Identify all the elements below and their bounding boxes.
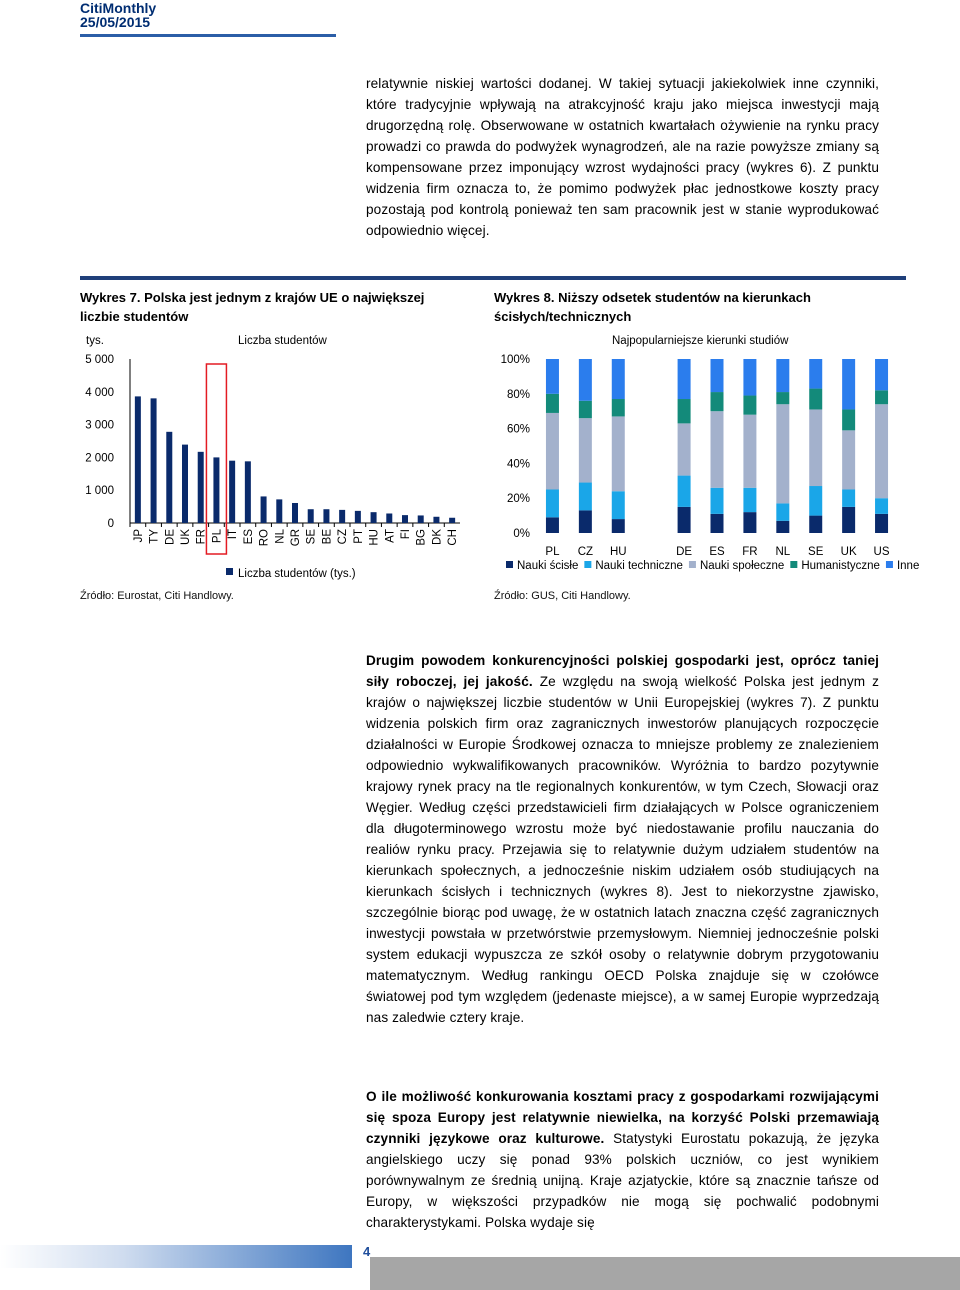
chart8-bar-segment [711, 359, 724, 392]
chart8-bar-segment [546, 490, 559, 518]
chart8-bar-segment [612, 399, 625, 416]
chart8-bar-segment [678, 359, 691, 399]
chart7-legend-label: Liczba studentów (tys.) [238, 568, 356, 580]
chart8-bar-segment [809, 409, 822, 486]
chart7-bar [151, 398, 157, 523]
chart7-bar [308, 509, 314, 523]
chart8-bar-segment [546, 413, 559, 490]
chart8-xtick-label: CZ [577, 546, 594, 558]
chart8-bar-segment [875, 404, 888, 498]
chart7-xtick-label: NL [274, 529, 287, 544]
chart7-source: Źródło: Eurostat, Citi Handlowy. [80, 590, 234, 602]
chart8-bar-segment [842, 430, 855, 489]
page-number: 4 [363, 1244, 371, 1259]
chart7-bar [418, 515, 424, 523]
chart7-ytick-label: 3 000 [85, 419, 114, 432]
chart7-legend-swatch [226, 568, 233, 575]
chart8-title: Wykres 8. Niższy odsetek studentów na kierunkach ścisłych/technicznych [494, 290, 811, 324]
chart8-xtick-label: FR [742, 546, 758, 558]
chart7-xtick-label: RO [258, 529, 271, 547]
chart8 [494, 330, 920, 590]
chart8-bar-segment [678, 476, 691, 507]
chart8-legend-swatch [886, 561, 893, 568]
chart8-bar-segment [579, 359, 592, 401]
report-title: CitiMonthly [80, 0, 157, 16]
chart7-xtick-label: PT [352, 529, 365, 544]
chart8-bar-segment [743, 359, 756, 396]
chart8-bar-segment [579, 401, 592, 418]
chart7-bar [449, 518, 455, 523]
chart8-ytick-label: 20% [506, 493, 530, 506]
chart8-legend-label: Nauki techniczne [595, 560, 683, 572]
footer-gradient-bar [0, 1245, 352, 1268]
intro-paragraph: relatywnie niskiej wartości dodanej. W takiej sytuacji jakiekolwiek inne czynniki, które tradycyjnie wpływają na atrakcyjność kraju jako miejsca inwestycji mają drugorzędną rolę. Obserwowane w ostatnich kwartałach ożywienie na rynku pracy prowadzi co prawda do podwyżek wynagrodzeń, ale na razie powyższe zmiany są kompensowane przez imponujący wzrost wydajności pracy (wykres 6). Z punktu widzenia firm oznacza to, że pomimo podwyżek płac jednostkowe koszty pracy pozostają pod kontrolą ponieważ ten sam pracownik jest w stanie wyprodukować odpowiednio więcej. [366, 76, 879, 238]
chart7-unit-label: tys. [86, 335, 104, 347]
chart8-ytick-label: 40% [506, 458, 530, 471]
chart7-bar [182, 445, 188, 523]
chart8-bar-segment [842, 409, 855, 430]
chart8-bar-segment [743, 396, 756, 415]
chart7-bar [261, 496, 267, 523]
chart8-bar-segment [546, 394, 559, 413]
chart8-bar-segment [612, 519, 625, 533]
chart8-ytick-label: 100% [500, 354, 530, 366]
body-paragraph-1-text: Ze względu na swoją wielkość Polska jest jednym z krajów o największej liczbie studentów w Unii Europejskiej (wykres 7). Z punktu widzenia polskich firm oraz zagranicznych inwestorów planujących rozpoczęcie działalności w Europie Środkowej oznacza to mniejsze problemy ze znalezieniem odpowiednio wykwalifikowanych pracowników. Wyróżnia to bardzo pozytywnie krajowy rynek pracy na tle regionalnych konkurentów, w tym Czech, Słowacji oraz Węgier. Według części przedstawicieli firm działających w Polsce ograniczeniem dla długoterminowego wzrostu może być niedostawanie profilu nauczania do realiów rynku pracy. Przejawia się to relatywnie dużym udziałem studentów na kierunkach społecznych, a jednocześnie niskim udziałem osób studiujących na kierunkach ścisłych i technicznych (wykres 8). Jest to niekorzystne zjawisko, szczególnie biorąc pod uwagę, że w ostatnich latach znaczna część zagranicznych inwestycji powstała w przetwórstwie przemysłowym. Niemniej jednocześnie polski system edukacji wypuszcza ze szkół osoby o relatywnie dobrym przygotowaniu matematycznym. Według rankingu OECD Polska znajduje się w czołówce światowej pod tym względem (jedenaste miejsce), a w samej Europie wyprzedzają nas zaledwie cztery kraje. [366, 674, 879, 1025]
chart7-bar [245, 461, 251, 523]
chart8-ytick-label: 0% [513, 528, 530, 540]
chart8-xtick-label: HU [609, 546, 627, 558]
chart8-bar-segment [743, 415, 756, 488]
chart7-bar [355, 511, 361, 523]
chart7-bar [213, 457, 219, 523]
chart7-bar [166, 432, 172, 523]
chart7-bar [323, 509, 329, 523]
chart8-inner-title: Najpopularniejsze kierunki studiów [612, 335, 789, 347]
chart8-ytick-label: 80% [506, 388, 530, 401]
chart8-bar-segment [612, 359, 625, 399]
body-paragraph-2-lead: O ile możliwość konkurowania kosztami pracy z gospodarkami rozwijającymi się spoza Europy jest relatywnie niewielka, na korzyść Polski przemawiają czynniki językowe oraz kulturowe. [366, 1089, 879, 1146]
chart7-xtick-label: CZ [337, 529, 350, 545]
chart7-xtick-label: PL [211, 529, 224, 544]
chart8-bar-segment [678, 507, 691, 533]
chart8-bar-segment [776, 359, 789, 392]
chart8-bar-segment [678, 399, 691, 423]
chart7-bar [229, 461, 235, 523]
report-date: 25/05/2015 [80, 14, 151, 30]
chart8-bar-segment [776, 404, 789, 503]
chart8-bar-segment [776, 521, 789, 533]
chart7-xtick-label: UK [180, 529, 192, 545]
chart8-bar-segment [809, 359, 822, 389]
chart7-xtick-label: HU [368, 529, 381, 546]
header-rule [80, 34, 336, 37]
chart7-ytick-label: 4 000 [85, 386, 114, 399]
chart8-bar-segment [809, 486, 822, 516]
chart8-legend-swatch [790, 561, 797, 568]
chart8-bar-segment [546, 359, 559, 394]
chart8-bar-segment [776, 392, 789, 404]
chart8-bar-segment [743, 512, 756, 533]
chart8-bar-segment [875, 390, 888, 404]
chart7-xtick-label: DK [431, 529, 444, 545]
chart7-xtick-label: ES [242, 529, 255, 545]
chart8-bar-segment [711, 411, 724, 488]
chart8-bar-segment [842, 359, 855, 409]
footer-gray-bar [370, 1257, 960, 1290]
chart7-xtick-label: DE [164, 529, 177, 545]
chart8-bar-segment [875, 498, 888, 514]
chart7-ytick-label: 2 000 [85, 452, 114, 465]
chart8-bar-segment [711, 514, 724, 533]
chart7-xtick-label: AT [384, 529, 397, 543]
chart7-ytick-label: 1 000 [85, 485, 114, 498]
chart8-bar-segment [875, 514, 888, 533]
chart7-inner-title: Liczba studentów [238, 335, 327, 347]
chart8-xtick-label: SE [808, 546, 824, 558]
chart8-bar-segment [842, 490, 855, 507]
chart8-legend-label: Nauki ścisłe [517, 560, 579, 572]
chart7-bar [276, 499, 282, 523]
chart8-bar-segment [678, 423, 691, 475]
chart7-xtick-label: BG [415, 529, 428, 546]
chart8-bar-segment [711, 488, 724, 514]
chart7-xtick-label: JP [132, 529, 145, 543]
chart8-bar-segment [842, 507, 855, 533]
chart8-bar-segment [809, 516, 822, 533]
chart8-bar-segment [743, 488, 756, 512]
chart7-bar [433, 517, 439, 523]
chart7-bar [371, 512, 377, 523]
body-paragraph-1-lead: Drugim powodem konkurencyjności polskiej gospodarki jest, oprócz taniej siły roboczej, jej jakość. [366, 653, 879, 689]
chart8-xtick-label: PL [545, 546, 560, 558]
chart8-bar-segment [612, 491, 625, 519]
chart8-legend-swatch [584, 561, 591, 568]
chart7-bar [339, 510, 345, 523]
chart7-xtick-label: FR [195, 529, 208, 545]
chart8-legend-label: Inne [896, 560, 920, 572]
body-paragraph-2-text: Statystyki Eurostatu pokazują, że języka angielskiego uczy się ponad 93% polskich uczniów, co jest wynikiem porównywalnym ze średnią unijną. Kraje azjatyckie, które są znacznie tańsze od Europy, w większości przypadków nie mogą się pochwalić podobnymi charakterystykami. Polska wydaje się [366, 1131, 879, 1230]
chart7-bar [198, 452, 204, 523]
chart8-bar-segment [579, 483, 592, 511]
chart8-ytick-label: 60% [506, 423, 530, 436]
chart8-source: Źródło: GUS, Citi Handlowy. [494, 590, 631, 602]
chart8-xtick-label: US [873, 546, 890, 558]
body-paragraph-1 [366, 650, 879, 1028]
chart7-xtick-label: SE [305, 529, 318, 545]
chart7-xtick-label: IT [227, 529, 240, 540]
chart8-legend-swatch [689, 561, 696, 568]
chart7 [78, 330, 478, 590]
chart8-bar-segment [711, 392, 724, 411]
chart7-ytick-label: 5 000 [85, 354, 114, 366]
chart7-xtick-label: TY [148, 529, 161, 544]
chart8-bar-segment [546, 517, 559, 533]
chart8-legend-label: Humanistyczne [801, 560, 880, 572]
chart8-bar-segment [809, 389, 822, 410]
chart8-bar-segment [579, 418, 592, 482]
section-separator [80, 276, 906, 280]
chart8-legend-label: Nauki społeczne [699, 560, 785, 572]
chart7-ytick-label: 0 [107, 518, 114, 530]
chart8-xtick-label: NL [775, 546, 791, 558]
chart8-xtick-label: ES [709, 546, 725, 558]
chart7-bar [292, 503, 298, 523]
chart7-bar [386, 513, 392, 523]
chart7-xtick-label: GR [290, 529, 302, 547]
chart7-bar [135, 396, 141, 523]
chart8-xtick-label: DE [676, 546, 693, 558]
chart8-xtick-label: UK [840, 546, 857, 558]
chart7-xtick-label: CH [447, 529, 460, 546]
chart7-xtick-label: FI [400, 529, 412, 540]
chart8-bar-segment [776, 503, 789, 520]
chart8-bar-segment [612, 416, 625, 491]
chart7-title: Wykres 7. Polska jest jednym z krajów UE o największej liczbie studentów [80, 290, 425, 324]
chart8-bar-segment [875, 359, 888, 390]
chart7-xtick-label: BE [321, 529, 334, 545]
chart8-legend-swatch [506, 561, 513, 568]
chart8-bar-segment [579, 510, 592, 533]
chart7-bar [402, 515, 408, 523]
body-paragraph-2 [366, 1086, 879, 1233]
